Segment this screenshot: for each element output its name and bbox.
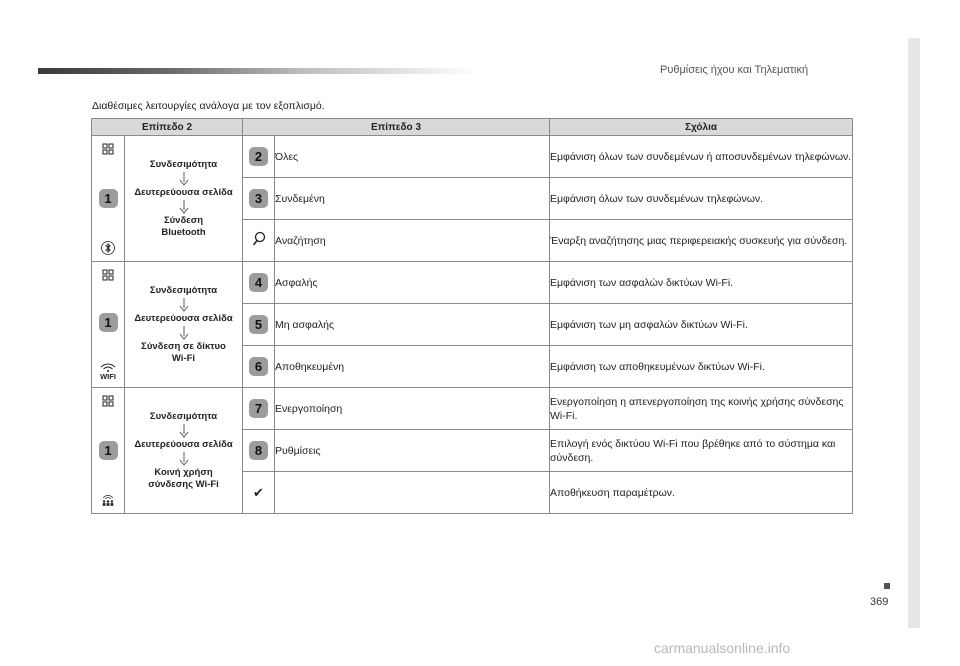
comment-text: Εμφάνιση των μη ασφαλών δικτύων Wi-Fi. [550, 304, 853, 346]
level3-label: Ενεργοποίηση [275, 388, 550, 430]
header-level2: Επίπεδο 2 [92, 119, 243, 136]
arrow-down-icon [179, 424, 189, 438]
step-badge: 5 [249, 315, 268, 334]
comment-text: Εμφάνιση όλων των συνδεμένων ή αποσυνδεμένων τηλεφώνων. [550, 136, 853, 178]
level2-item: Δευτερεύουσα σελίδα [134, 186, 233, 198]
arrow-down-icon [179, 452, 189, 466]
wifi-icon [100, 363, 116, 381]
step-badge: 4 [249, 273, 268, 292]
level3-label: Αποθηκευμένη [275, 346, 550, 388]
arrow-down-icon [179, 326, 189, 340]
step-badge: 7 [249, 399, 268, 418]
header-comments: Σχόλια [550, 119, 853, 136]
group-icons-bluetooth [92, 136, 125, 262]
page-number: 369 [870, 596, 889, 608]
grid-icon [101, 394, 115, 408]
level2-item: Δευτερεύουσα σελίδα [134, 312, 233, 324]
level2-item: Συνδεσιμότητα [149, 284, 218, 296]
table-row [92, 388, 853, 430]
level2-wifi [125, 262, 243, 388]
arrow-down-icon [179, 200, 189, 214]
comment-text: Επιλογή ενός δικτύου Wi-Fi που βρέθηκε από το σύστημα και σύνδεση. [550, 430, 853, 472]
step-badge: 3 [249, 189, 268, 208]
level2-hotspot [125, 388, 243, 514]
group-icons-wifi [92, 262, 125, 388]
arrow-down-icon [179, 298, 189, 312]
search-icon [252, 231, 266, 247]
comment-text: Εμφάνιση των ασφαλών δικτύων Wi-Fi. [550, 262, 853, 304]
group-icons-hotspot [92, 388, 125, 514]
bluetooth-icon [101, 241, 115, 255]
level3-label: Μη ασφαλής [275, 304, 550, 346]
checkmark-icon: ✔ [253, 484, 264, 500]
level3-label: Όλες [275, 136, 550, 178]
comment-text: Αποθήκευση παραμέτρων. [550, 472, 853, 514]
level3-label: Αναζήτηση [275, 220, 550, 262]
side-band [908, 38, 920, 628]
table-row [92, 262, 853, 304]
intro-text: Διαθέσιμες λειτουργίες ανάλογα με τον εξοπλισμό. [92, 100, 325, 112]
comment-text: Ενεργοποίηση η απενεργοποίηση της κοινής χρήσης σύνδεσης Wi-Fi. [550, 388, 853, 430]
level2-item: Δευτερεύουσα σελίδα [134, 438, 233, 450]
level2-item: Συνδεσιμότητα [149, 158, 218, 170]
level1-badge: 1 [99, 313, 118, 332]
level3-label: Ασφαλής [275, 262, 550, 304]
level2-bluetooth [125, 136, 243, 262]
function-table [91, 118, 853, 514]
table-row [92, 136, 853, 178]
level1-badge: 1 [99, 441, 118, 460]
level3-label: Συνδεμένη [275, 178, 550, 220]
page-header-title: Ρυθμίσεις ήχου και Τηλεματική [660, 64, 809, 76]
level1-badge: 1 [99, 189, 118, 208]
comment-text: Έναρξη αναζήτησης μιας περιφερειακής συσκευής για σύνδεση. [550, 220, 853, 262]
step-badge: 6 [249, 357, 268, 376]
level2-item: Συνδεσιμότητα [149, 410, 218, 422]
level2-item: Σύνδεση σε δίκτυο Wi-Fi [141, 340, 226, 364]
grid-icon [101, 268, 115, 282]
page-marker [884, 583, 890, 589]
step-badge: 8 [249, 441, 268, 460]
table-header-row [92, 119, 853, 136]
step-badge: 2 [249, 147, 268, 166]
watermark: carmanualsonline.info [654, 640, 791, 656]
arrow-down-icon [179, 172, 189, 186]
level3-label: Ρυθμίσεις [275, 430, 550, 472]
hotspot-icon [101, 493, 115, 507]
header-level3: Επίπεδο 3 [243, 119, 550, 136]
grid-icon [101, 142, 115, 156]
level2-item: Κοινή χρήση σύνδεσης Wi-Fi [148, 466, 219, 490]
level2-item: Σύνδεση Bluetooth [161, 214, 206, 238]
comment-text: Εμφάνιση όλων των συνδεμένων τηλεφώνων. [550, 178, 853, 220]
level3-label [275, 472, 550, 514]
comment-text: Εμφάνιση των αποθηκευμένων δικτύων Wi-Fi. [550, 346, 853, 388]
header-gradient-bar [38, 68, 478, 74]
wifi-label: WIFI [100, 372, 116, 381]
